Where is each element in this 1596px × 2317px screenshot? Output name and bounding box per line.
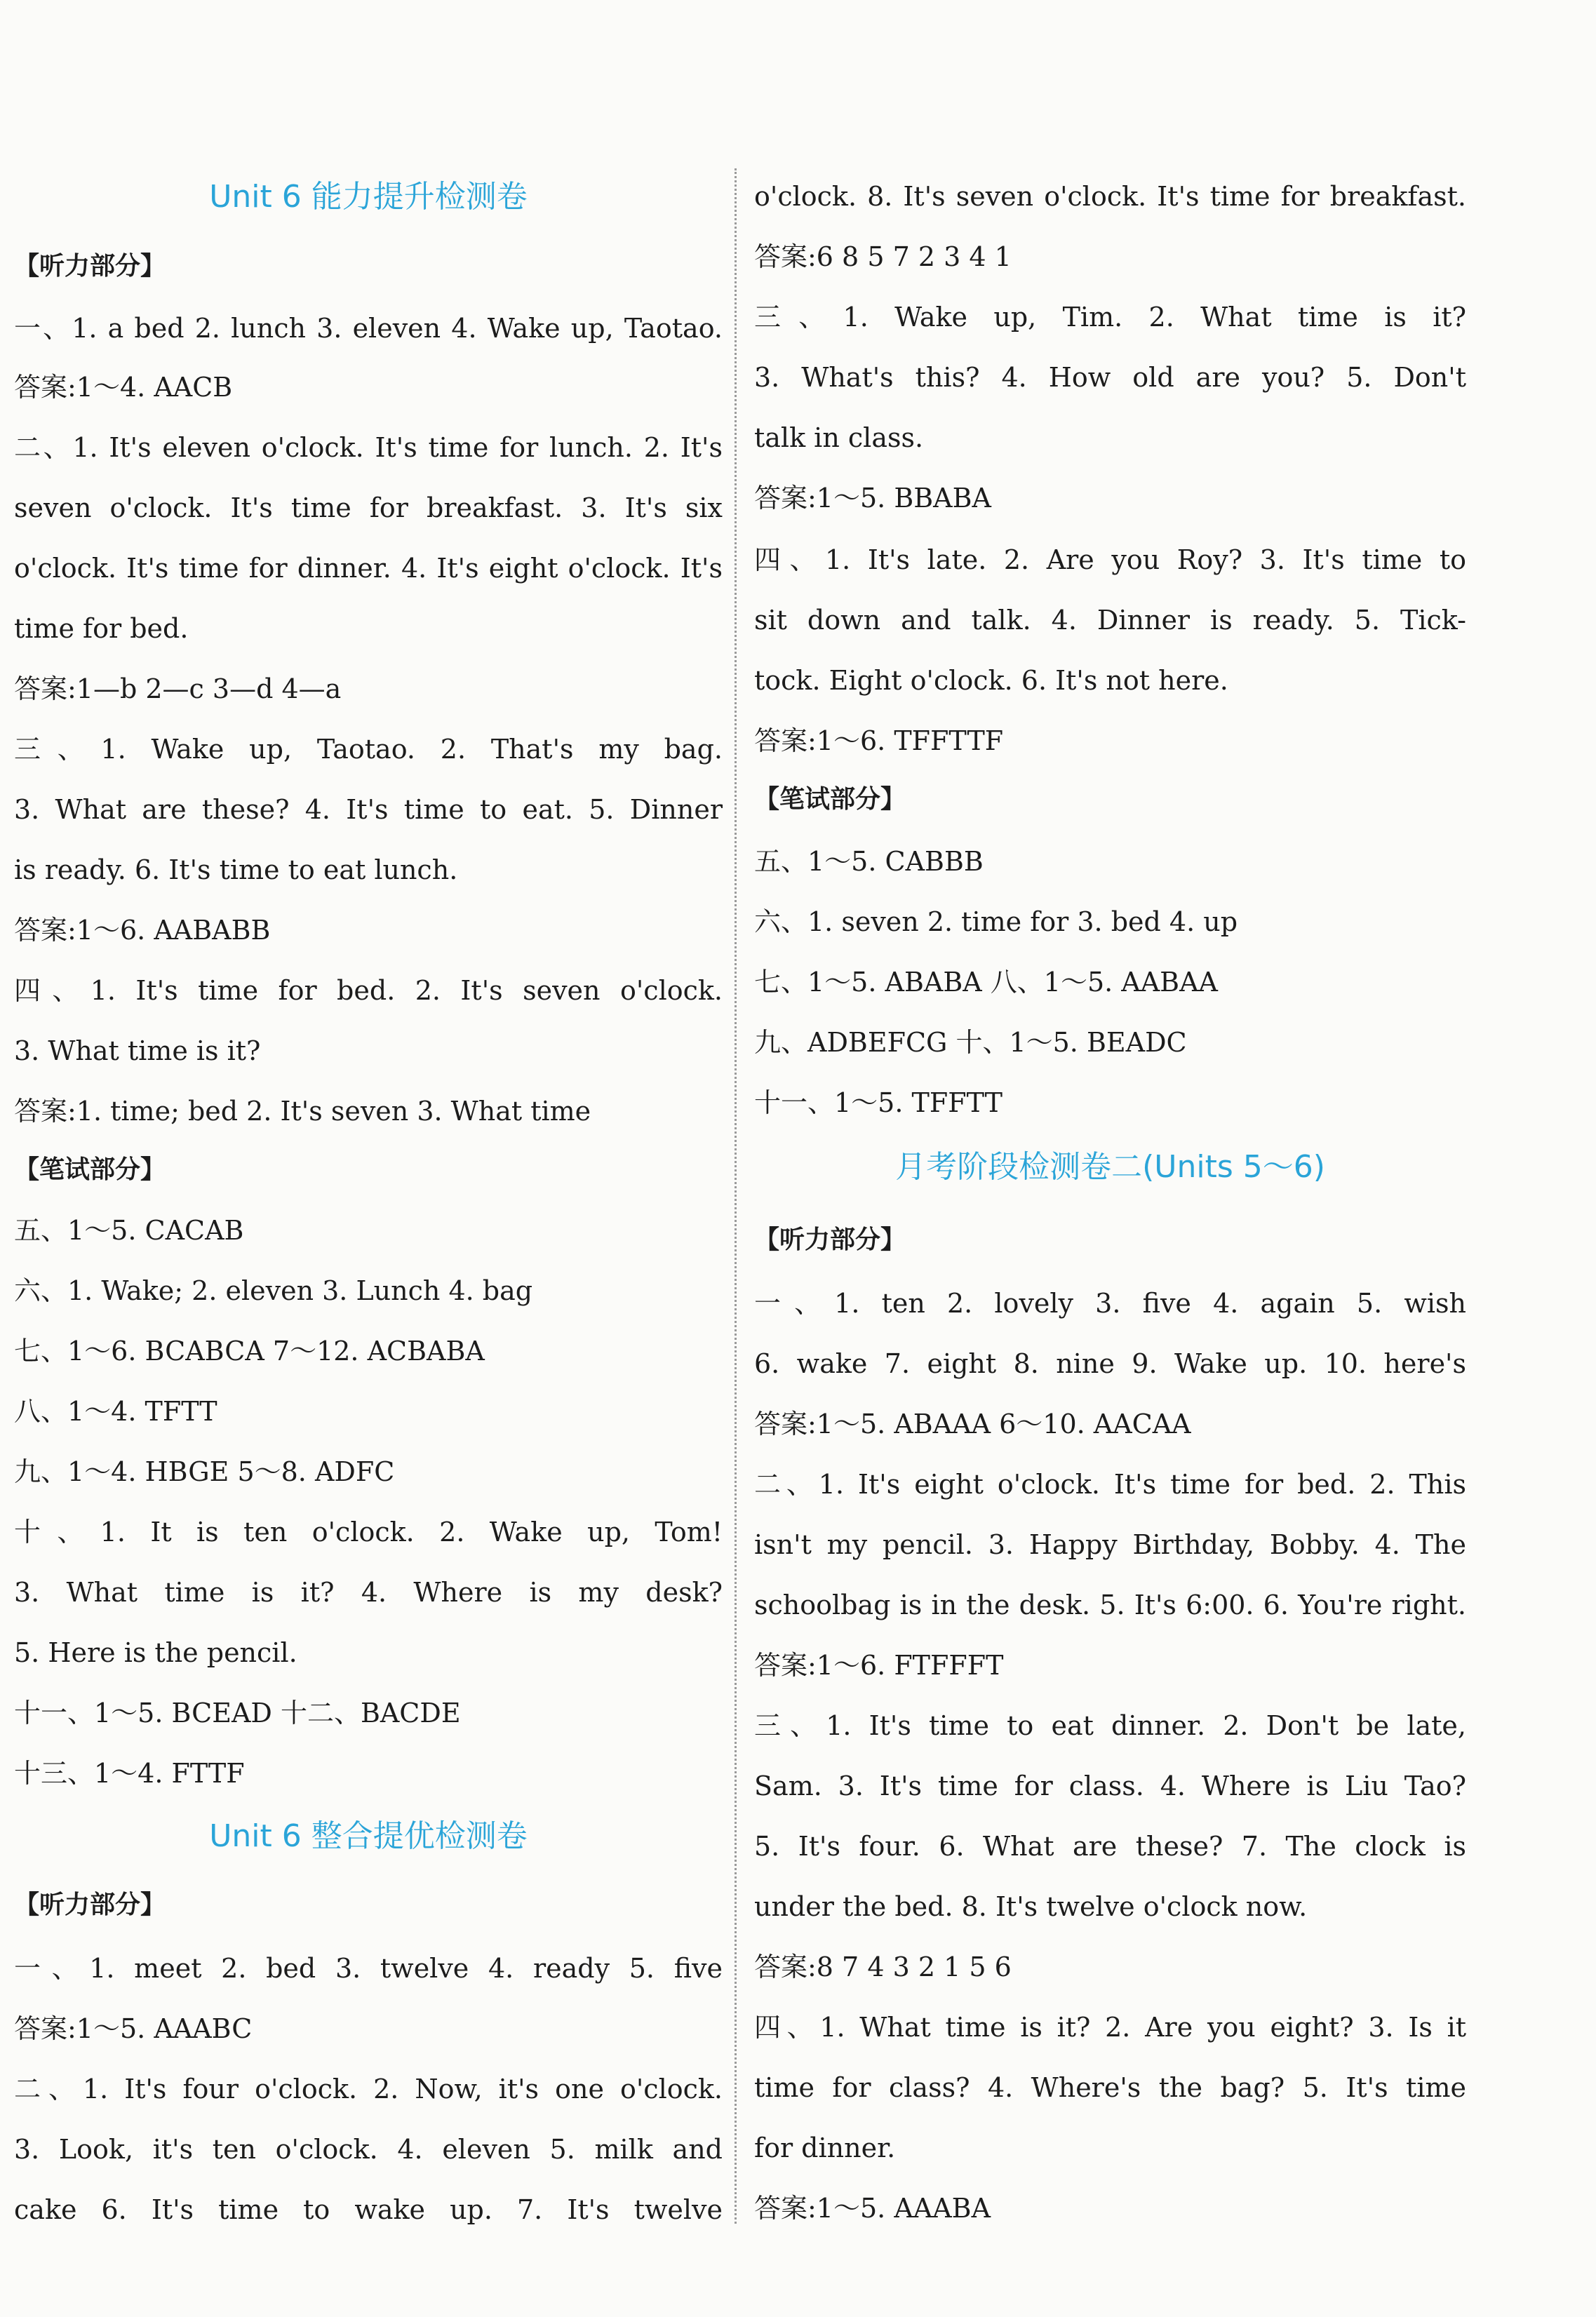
answer-line: tock. Eight o'clock. 6. It's not here. bbox=[754, 665, 1228, 696]
listening-heading: 【听力部分】 bbox=[14, 1890, 166, 1919]
column-divider bbox=[735, 168, 737, 2224]
answer-line: 七、1～6. BCABCA 7～12. ACBABA bbox=[14, 1336, 485, 1366]
answer-line: 十一、1～5. TFFTT bbox=[754, 1087, 1002, 1118]
answer-line: Sam. 3. It's time for class. 4. Where is Liu Tao? bbox=[754, 1771, 1466, 1801]
answer-line: 3. What time is it? 4. Where is my desk? bbox=[14, 1577, 723, 1608]
answer-line: 十一、1～5. BCEAD 十二、BACDE bbox=[14, 1698, 461, 1728]
answer-line: 3. What are these? 4. It's time to eat. 5. Dinner bbox=[14, 794, 723, 825]
answer-key-line: 答案:1～5. AAABC bbox=[14, 2013, 253, 2044]
answer-line: time for class? 4. Where's the bag? 5. It's time bbox=[754, 2072, 1466, 2103]
answer-line: for dinner. bbox=[754, 2133, 896, 2163]
answer-line: 八、1～4. TFTT bbox=[14, 1396, 217, 1427]
answer-line: is ready. 6. It's time to eat lunch. bbox=[14, 854, 458, 885]
answer-line: isn't my pencil. 3. Happy Birthday, Bobby. 4. The bbox=[754, 1529, 1466, 1560]
answer-line: cake 6. It's time to wake up. 7. It's twelve bbox=[14, 2194, 723, 2225]
answer-line: 5. It's four. 6. What are these? 7. The clock is bbox=[754, 1831, 1466, 1862]
answer-key-line: 答案:1～6. AABABB bbox=[14, 915, 271, 946]
answer-line: 6. wake 7. eight 8. nine 9. Wake up. 10. here's bbox=[754, 1348, 1466, 1379]
answer-line: 四、1. It's time for bed. 2. It's seven o'clock. bbox=[14, 975, 723, 1006]
writing-heading: 【笔试部分】 bbox=[14, 1155, 166, 1184]
answer-key-line: 答案:1～5. BBABA bbox=[754, 483, 991, 513]
answer-line: 五、1～5. CABBB bbox=[754, 846, 984, 877]
answer-line: talk in class. bbox=[754, 422, 924, 453]
answer-line: time for bed. bbox=[14, 613, 189, 644]
answer-key-line: 答案:6 8 5 7 2 3 4 1 bbox=[754, 241, 1012, 272]
answer-line: 七、1～5. ABABA 八、1～5. AABAA bbox=[754, 967, 1218, 998]
answer-line: 5. Here is the pencil. bbox=[14, 1637, 297, 1668]
answer-line: 九、1～4. HBGE 5～8. ADFC bbox=[14, 1456, 395, 1487]
answer-line: 五、1～5. CACAB bbox=[14, 1215, 244, 1246]
answer-line: seven o'clock. It's time for breakfast. 3. It's six bbox=[14, 492, 723, 523]
answer-line: 四、1. What time is it? 2. Are you eight? 3. Is it bbox=[754, 2012, 1466, 2043]
answer-line: 一、1. ten 2. lovely 3. five 4. again 5. wish bbox=[754, 1288, 1466, 1319]
answer-line: 六、1. seven 2. time for 3. bed 4. up bbox=[754, 906, 1238, 937]
answer-line: 三、1. It's time to eat dinner. 2. Don't be late, bbox=[754, 1710, 1466, 1741]
answer-key-line: 答案:1～6. TFFTTF bbox=[754, 725, 1004, 756]
answer-line: 三、1. Wake up, Tim. 2. What time is it? bbox=[754, 302, 1466, 333]
listening-heading: 【听力部分】 bbox=[754, 1225, 906, 1254]
answer-line: 3. Look, it's ten o'clock. 4. eleven 5. milk and bbox=[14, 2134, 723, 2165]
right-column bbox=[754, 0, 1466, 2317]
listening-heading: 【听力部分】 bbox=[14, 252, 166, 281]
answer-line: 一、1. a bed 2. lunch 3. eleven 4. Wake up, Taotao. bbox=[14, 313, 723, 344]
answer-line: 十三、1～4. FTTF bbox=[14, 1758, 245, 1789]
answer-key-line: 答案:1—b 2—c 3—d 4—a bbox=[14, 673, 342, 704]
answer-line: 二、1. It's eight o'clock. It's time for bed. 2. This bbox=[754, 1469, 1466, 1500]
answer-line: 九、ADBEFCG 十、1～5. BEADC bbox=[754, 1027, 1187, 1058]
answer-line: 3. What's this? 4. How old are you? 5. Don't bbox=[754, 362, 1466, 393]
answer-key-line: 答案:1～5. ABAAA 6～10. AACAA bbox=[754, 1409, 1191, 1439]
answer-line: 四、1. It's late. 2. Are you Roy? 3. It's time to bbox=[754, 544, 1466, 575]
answer-line: 一、1. meet 2. bed 3. twelve 4. ready 5. five bbox=[14, 1953, 723, 1984]
answer-key-line: 答案:1～5. AAABA bbox=[754, 2193, 991, 2224]
answer-key-line: 答案:1. time; bed 2. It's seven 3. What time bbox=[14, 1096, 591, 1127]
writing-heading: 【笔试部分】 bbox=[754, 785, 906, 814]
answer-key-line: 答案:1～6. FTFFFT bbox=[754, 1650, 1004, 1681]
answer-line: 3. What time is it? bbox=[14, 1035, 261, 1066]
answer-line: 六、1. Wake; 2. eleven 3. Lunch 4. bag bbox=[14, 1275, 533, 1306]
answer-line: schoolbag is in the desk. 5. It's 6:00. 6. You're right. bbox=[754, 1590, 1466, 1620]
section-title-monthly-test: 月考阶段检测卷二(Units 5～6) bbox=[895, 1149, 1325, 1185]
answer-line: sit down and talk. 4. Dinner is ready. 5. Tick- bbox=[754, 605, 1466, 636]
answer-line: o'clock. It's time for dinner. 4. It's eight o'clock. It's bbox=[14, 553, 723, 584]
answer-line: o'clock. 8. It's seven o'clock. It's time for breakfast. bbox=[754, 181, 1466, 212]
answer-line: under the bed. 8. It's twelve o'clock now. bbox=[754, 1891, 1308, 1922]
answer-line: 十、1. It is ten o'clock. 2. Wake up, Tom! bbox=[14, 1517, 723, 1547]
section-title-unit6-integrated: Unit 6 整合提优检测卷 bbox=[209, 1818, 528, 1854]
answer-key-line: 答案:8 7 4 3 2 1 5 6 bbox=[754, 1952, 1012, 1982]
answer-line: 三、1. Wake up, Taotao. 2. That's my bag. bbox=[14, 734, 723, 765]
answer-line: 二、1. It's eleven o'clock. It's time for lunch. 2. It's bbox=[14, 432, 723, 463]
section-title-unit6-ability: Unit 6 能力提升检测卷 bbox=[209, 179, 528, 215]
answer-key-line: 答案:1～4. AACB bbox=[14, 372, 233, 403]
left-column bbox=[14, 0, 723, 2317]
answer-line: 二、1. It's four o'clock. 2. Now, it's one o'clock. bbox=[14, 2074, 723, 2104]
